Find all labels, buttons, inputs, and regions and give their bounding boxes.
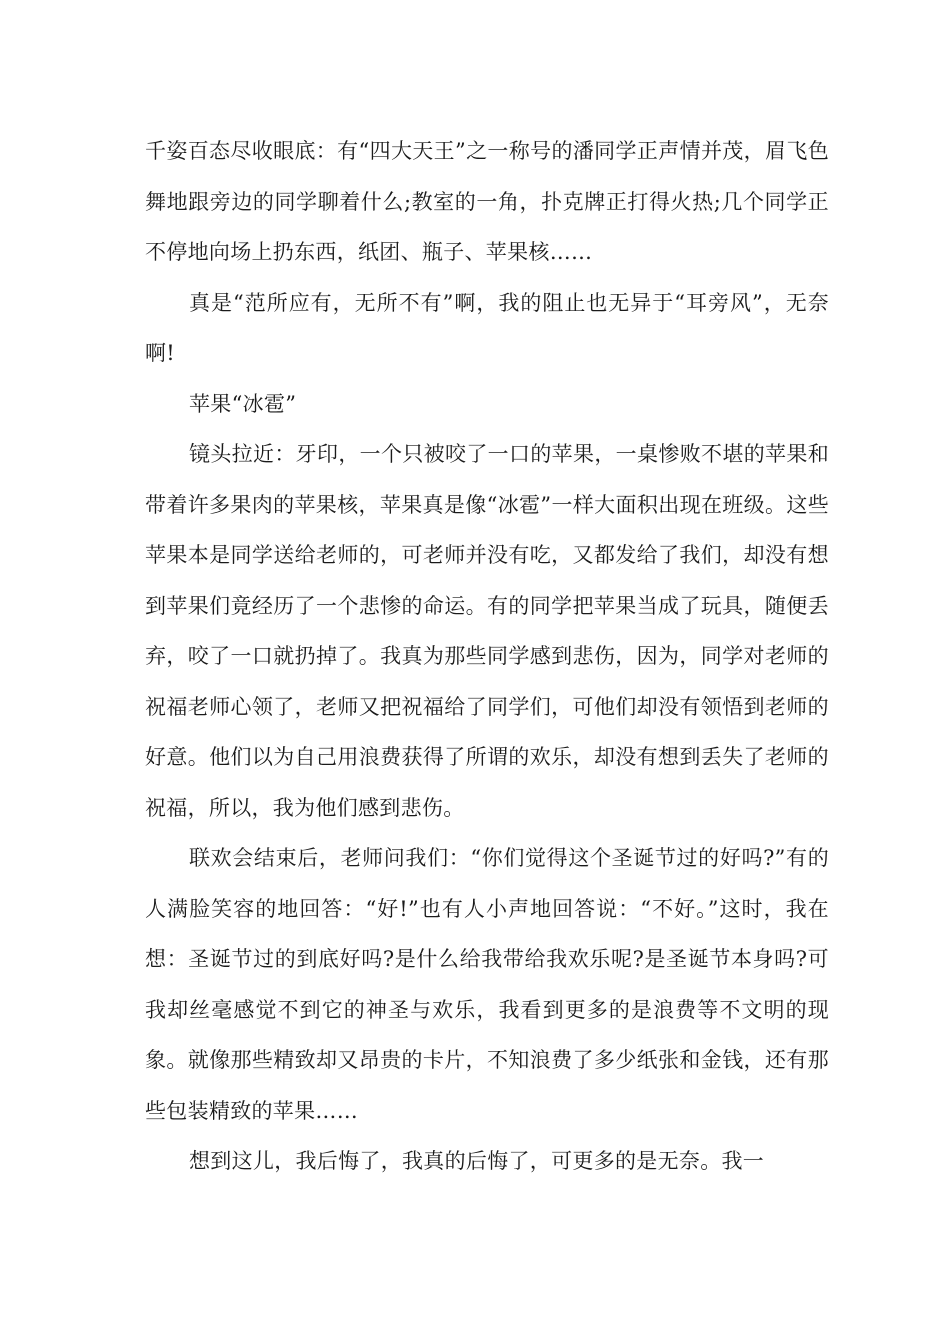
- paragraph: 镜头拉近：牙印，一个只被咬了一口的苹果，一桌惨败不堪的苹果和带着许多果肉的苹果核，苹果真是像“冰雹”一样大面积出现在班级。这些苹果本是同学送给老师的，可老师并没有吃，又都发给了我们，却没有想到苹果们竟经历了一个悲惨的命运。有的同学把苹果当成了玩具，随便丢弃，咬了一口就扔掉了。我真为那些同学感到悲伤，因为，同学对老师的祝福老师心领了，老师又把祝福给了同学们，可他们却没有领悟到老师的好意。他们以为自己用浪费获得了所谓的欢乐，却没有想到丢失了老师的祝福，所以，我为他们感到悲伤。: [145, 442, 829, 820]
- paragraph: 想到这儿，我后悔了，我真的后悔了，可更多的是无奈。我一: [189, 1149, 765, 1173]
- paragraph: 联欢会结束后，老师问我们：“你们觉得这个圣诞节过的好吗?”有的人满脸笑容的地回答：“好!”也有人小声地回答说：“不好。”这时，我在想：圣诞节过的到底好吗?是什么给我带给我欢乐呢?是圣诞节本身吗?可我却丝毫感觉不到它的神圣与欢乐，我看到更多的是浪费等不文明的现象。就像那些精致却又昂贵的卡片，不知浪费了多少纸张和金钱，还有那些包装精致的苹果……: [145, 846, 829, 1123]
- paragraph: 真是“范所应有，无所不有”啊，我的阻止也无异于“耳旁风”，无奈啊!: [145, 290, 829, 365]
- section-heading: 苹果“冰雹”: [189, 391, 297, 416]
- paragraph-continuation: 千姿百态尽收眼底：有“四大天王”之一称号的潘同学正声情并茂，眉飞色舞地跟旁边的同学聊着什么;教室的一角，扑克牌正打得火热;几个同学正不停地向场上扔东西，纸团、瓶子、苹果核……: [145, 139, 829, 264]
- document-body: [145, 126, 829, 1187]
